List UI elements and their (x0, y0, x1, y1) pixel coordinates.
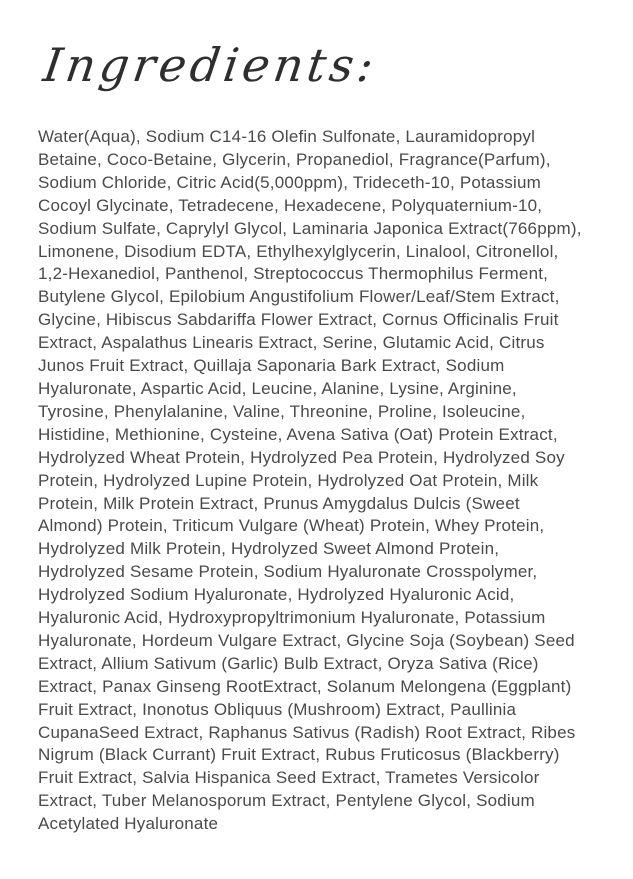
ingredients-line: Hyaluronic Acid, Hydroxypropyltrimonium Hyaluronate, Potassium (38, 608, 546, 628)
ingredients-line: Betaine, Coco-Betaine, Glycerin, Propanediol, Fragrance(Parfum), (38, 149, 551, 169)
ingredients-line: Extract, Panax Ginseng RootExtract, Solanum Melongena (Eggplant) (38, 676, 572, 696)
ingredients-list-text (38, 126, 610, 836)
ingredients-line: Fruit Extract, Salvia Hispanica Seed Extract, Trametes Versicolor (38, 768, 540, 788)
ingredients-line: Nigrum (Black Currant) Fruit Extract, Rubus Fruticosus (Blackberry) (38, 745, 560, 765)
ingredients-line: Extract, Tuber Melanosporum Extract, Pentylene Glycol, Sodium (38, 791, 535, 811)
ingredients-line: Almond) Protein, Triticum Vulgare (Wheat) Protein, Whey Protein, (38, 516, 545, 536)
ingredients-line: Tyrosine, Phenylalanine, Valine, Threonine, Proline, Isoleucine, (38, 401, 526, 421)
ingredients-line: CupanaSeed Extract, Raphanus Sativus (Radish) Root Extract, Ribes (38, 722, 576, 742)
ingredients-line: Junos Fruit Extract, Quillaja Saponaria Bark Extract, Sodium (38, 356, 505, 376)
ingredients-line: Water(Aqua), Sodium C14-16 Olefin Sulfonate, Lauramidopropyl (38, 127, 536, 146)
ingredients-line: Hyaluronate, Hordeum Vulgare Extract, Glycine Soja (Soybean) Seed (38, 630, 575, 650)
ingredients-line: Extract, Allium Sativum (Garlic) Bulb Extract, Oryza Sativa (Rice) (38, 653, 539, 673)
ingredients-line: Sodium Sulfate, Caprylyl Glycol, Laminaria Japonica Extract(766ppm), (38, 218, 582, 238)
ingredients-line: Cocoyl Glycinate, Tetradecene, Hexadecene, Polyquaternium-10, (38, 195, 543, 215)
ingredients-line: Protein, Milk Protein Extract, Prunus Amygdalus Dulcis (Sweet (38, 493, 520, 513)
ingredients-line: Butylene Glycol, Epilobium Angustifolium Flower/Leaf/Stem Extract, (38, 287, 560, 307)
ingredients-line: Glycine, Hibiscus Sabdariffa Flower Extract, Cornus Officinalis Fruit (38, 310, 559, 330)
ingredients-line: Hydrolyzed Wheat Protein, Hydrolyzed Pea Protein, Hydrolyzed Soy (38, 447, 565, 467)
ingredients-line: Hydrolyzed Sodium Hyaluronate, Hydrolyzed Hyaluronic Acid, (38, 585, 515, 605)
ingredients-line: Limonene, Disodium EDTA, Ethylhexylglycerin, Linalool, Citronellol, (38, 241, 559, 261)
ingredients-line: Extract, Aspalathus Linearis Extract, Serine, Glutamic Acid, Citrus (38, 333, 545, 353)
ingredients-line: Fruit Extract, Inonotus Obliquus (Mushroom) Extract, Paullinia (38, 699, 517, 719)
ingredients-line: Hydrolyzed Milk Protein, Hydrolyzed Sweet Almond Protein, (38, 539, 500, 559)
ingredients-line: Histidine, Methionine, Cysteine, Avena Sativa (Oat) Protein Extract, (38, 424, 558, 444)
page-title: Ingredients: (40, 38, 381, 92)
ingredients-line: Protein, Hydrolyzed Lupine Protein, Hydrolyzed Oat Protein, Milk (38, 470, 539, 490)
ingredients-line: Hyaluronate, Aspartic Acid, Leucine, Alanine, Lysine, Arginine, (38, 378, 517, 398)
ingredients-line: Hydrolyzed Sesame Protein, Sodium Hyaluronate Crosspolymer, (38, 562, 538, 582)
ingredients-line: Sodium Chloride, Citric Acid(5,000ppm), Trideceth-10, Potassium (38, 172, 541, 192)
ingredients-line: 1,2-Hexanediol, Panthenol, Streptococcus Thermophilus Ferment, (38, 264, 549, 284)
ingredients-line: Acetylated Hyaluronate (38, 814, 219, 834)
